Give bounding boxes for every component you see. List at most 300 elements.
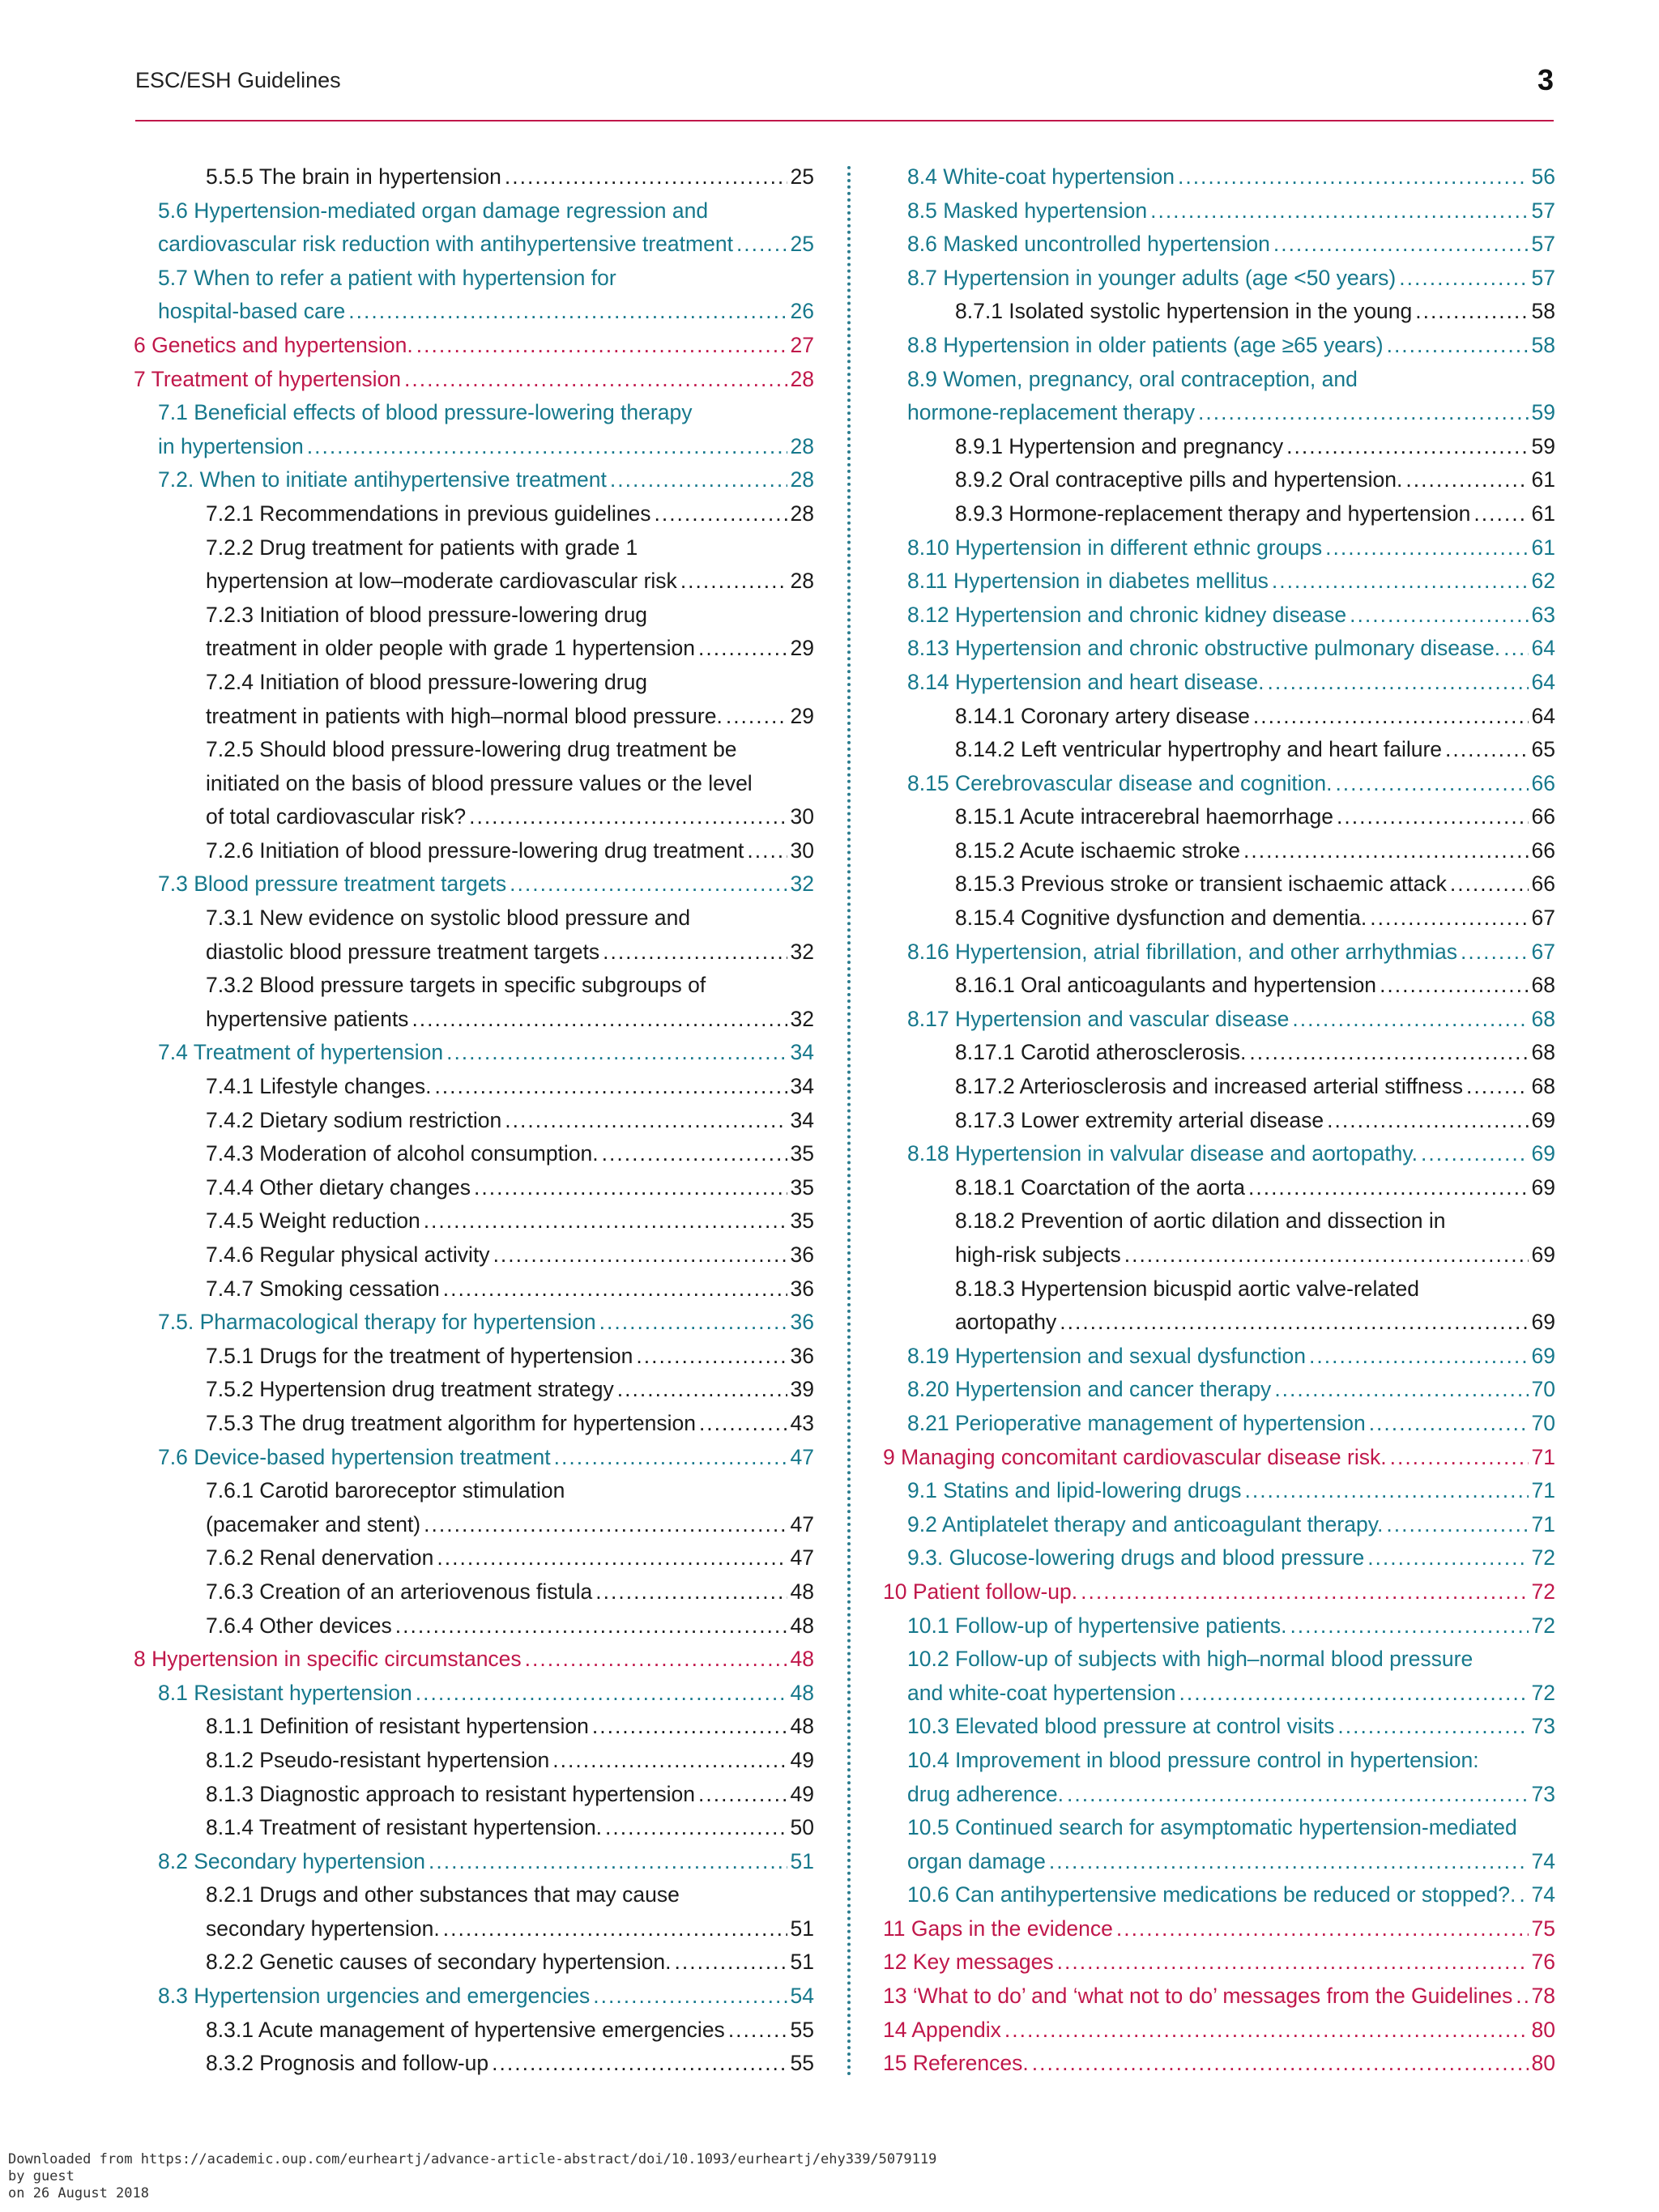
toc-entry-title: 8.16.1 Oral anticoagulants and hypertension	[955, 973, 1377, 998]
toc-entry-title: 8.17.3 Lower extremity arterial disease	[955, 1107, 1324, 1132]
toc-entry	[883, 1070, 1555, 1104]
dot-leader	[492, 2047, 787, 2081]
toc-entry-page: 30	[790, 837, 814, 863]
toc-entry-title: 8.1.3 Diagnostic approach to resistant hypertension	[206, 1781, 695, 1806]
toc-entry	[134, 1104, 814, 1138]
toc-entry-title: 8.9.3 Hormone-replacement therapy and hypertension	[955, 501, 1471, 526]
toc-entry	[883, 1306, 1555, 1340]
toc-entry	[134, 1474, 814, 1508]
dot-leader	[554, 1441, 787, 1475]
toc-entry-page: 27	[790, 332, 814, 357]
toc-entry	[134, 1407, 814, 1441]
toc-entry	[883, 969, 1555, 1003]
toc-entry-title: diastolic blood pressure treatment targets	[206, 939, 600, 964]
toc-entry-page: 35	[790, 1141, 814, 1166]
toc-entry-title: 10.3 Elevated blood pressure at control visits	[907, 1714, 1335, 1739]
toc-entry-title: hormone-replacement therapy	[907, 400, 1195, 425]
toc-entry-page: 47	[790, 1444, 814, 1469]
dot-leader	[610, 463, 787, 497]
toc-entry-title: (pacemaker and stent)	[206, 1511, 421, 1536]
dot-leader	[1004, 2014, 1529, 2048]
toc-entry	[134, 531, 814, 565]
toc-entry-title: 8.9.1 Hypertension and pregnancy	[955, 433, 1284, 458]
toc-entry-page: 70	[1531, 1410, 1555, 1435]
toc-entry[interactable]	[883, 1441, 1555, 1475]
toc-entry[interactable]	[883, 599, 1555, 633]
toc-entry[interactable]	[883, 936, 1555, 970]
toc-entry-title: 7.2.4 Initiation of blood pressure-lowering drug	[206, 669, 648, 694]
toc-entry	[883, 463, 1555, 497]
toc-entry-title: 7.4.1 Lifestyle changes.	[206, 1074, 432, 1099]
column-divider	[847, 166, 851, 2078]
toc-entry-page: 57	[1531, 232, 1555, 257]
dot-leader	[1272, 565, 1529, 599]
toc-entry-title: 7.5.2 Hypertension drug treatment strategy	[206, 1377, 614, 1402]
dot-leader	[1067, 1778, 1529, 1812]
toc-entry-page: 54	[790, 1984, 814, 2009]
toc-entry-title: aortopathy	[955, 1310, 1057, 1335]
toc-entry-title: 7.2. When to initiate antihypertensive treatment	[158, 467, 607, 492]
toc-entry-page: 57	[1531, 265, 1555, 290]
toc-entry[interactable]	[883, 329, 1555, 363]
toc-entry	[134, 1340, 814, 1374]
toc-entry	[134, 1912, 814, 1946]
toc-entry-page: 69	[1531, 1242, 1555, 1267]
toc-entry-title: 13 ‘What to do’ and ‘what not to do’ messages from the Guidelines	[883, 1984, 1513, 2009]
toc-entry-page: 48	[790, 1647, 814, 1672]
toc-entry	[883, 800, 1555, 834]
dot-leader	[395, 1609, 787, 1643]
dot-leader	[443, 1912, 787, 1946]
toc-entry-title: 7.5. Pharmacological therapy for hypertension	[158, 1310, 596, 1335]
toc-entry[interactable]	[883, 1541, 1555, 1575]
toc-entry-page: 51	[790, 1916, 814, 1941]
toc-entry	[883, 733, 1555, 767]
toc-entry[interactable]	[883, 1137, 1555, 1171]
toc-entry	[134, 1744, 814, 1778]
toc-entry-page: 58	[1531, 299, 1555, 324]
dot-leader	[1450, 867, 1529, 901]
toc-entry-title: 8.17.2 Arteriosclerosis and increased arterial stiffness	[955, 1074, 1463, 1099]
toc-entry[interactable]	[883, 160, 1555, 194]
toc-entry-page: 71	[1531, 1444, 1555, 1469]
toc-entry	[134, 800, 814, 834]
toc-entry-page: 69	[1531, 1141, 1555, 1166]
toc-entry	[883, 1272, 1555, 1306]
toc-entry-page: 67	[1531, 906, 1555, 931]
toc-entry	[134, 1137, 814, 1171]
toc-entry-title: 8.1.4 Treatment of resistant hypertension.	[206, 1815, 603, 1840]
toc-entry-title: 8 Hypertension in specific circumstances	[134, 1647, 522, 1672]
toc-entry-title: 7.6.4 Other devices	[206, 1613, 392, 1638]
toc-entry-title: 8.1.1 Definition of resistant hypertension	[206, 1714, 589, 1739]
toc-entry[interactable]	[883, 1912, 1555, 1946]
dot-leader	[416, 1677, 787, 1711]
toc-entry-title: 7.4.4 Other dietary changes	[206, 1174, 471, 1200]
toc-entry-page: 59	[1531, 400, 1555, 425]
toc-entry[interactable]	[134, 1677, 814, 1711]
dot-leader	[599, 1306, 787, 1340]
dot-leader	[1387, 329, 1529, 363]
toc-entry[interactable]	[883, 228, 1555, 262]
toc-entry[interactable]	[883, 2047, 1555, 2081]
dot-leader	[424, 1204, 787, 1238]
page-header	[135, 63, 1554, 104]
dot-leader	[437, 1541, 787, 1575]
toc-entry-page: 68	[1531, 1074, 1555, 1099]
toc-entry-page: 61	[1531, 535, 1555, 560]
dot-leader	[1248, 1171, 1529, 1205]
dot-leader	[1405, 463, 1528, 497]
toc-entry-page: 51	[790, 1848, 814, 1873]
dot-leader	[592, 1710, 787, 1744]
toc-entry[interactable]	[883, 1340, 1555, 1374]
toc-entry	[883, 867, 1555, 901]
toc-entry-title: 7.3.2 Blood pressure targets in specific subgroups of	[206, 973, 706, 998]
toc-entry-page: 68	[1531, 1006, 1555, 1031]
toc-entry-title: 7.1 Beneficial effects of blood pressure-lowering therapy	[158, 400, 693, 425]
toc-entry-title: 10.5 Continued search for asymptomatic hypertension-mediated	[907, 1815, 1517, 1840]
toc-entry	[883, 1171, 1555, 1205]
toc-entry-page: 36	[790, 1242, 814, 1267]
toc-entry-title: and white-coat hypertension	[907, 1680, 1176, 1705]
toc-entry[interactable]	[883, 531, 1555, 565]
toc-entry[interactable]	[134, 463, 814, 497]
toc-entry-page: 64	[1531, 703, 1555, 728]
dot-leader	[1369, 1407, 1529, 1441]
dot-leader	[680, 565, 787, 599]
dot-leader	[728, 2014, 787, 2048]
toc-entry	[134, 1710, 814, 1744]
toc-entry-title: 10.4 Improvement in blood pressure control in hypertension:	[907, 1747, 1479, 1772]
toc-entry-page: 48	[790, 1579, 814, 1604]
toc-entry-title: 8.18 Hypertension in valvular disease and aortopathy.	[907, 1141, 1418, 1166]
toc-entry[interactable]	[134, 329, 814, 363]
dot-leader	[1367, 1541, 1528, 1575]
toc-entry-page: 32	[790, 939, 814, 964]
toc-entry-page: 26	[790, 299, 814, 324]
toc-entry	[134, 1609, 814, 1643]
toc-entry-title: secondary hypertension.	[206, 1916, 440, 1941]
toc-entry-page: 39	[790, 1377, 814, 1402]
toc-entry[interactable]	[134, 1306, 814, 1340]
dot-leader	[1243, 834, 1528, 868]
toc-entry-title: 14 Appendix	[883, 2017, 1001, 2042]
dot-leader	[552, 1744, 787, 1778]
toc-entry-title: 8.2.2 Genetic causes of secondary hypertension.	[206, 1950, 672, 1975]
dot-leader	[1335, 767, 1528, 801]
toc-entry[interactable]	[134, 228, 814, 262]
dot-leader	[698, 1778, 787, 1812]
toc-entry-title: 10.6 Can antihypertensive medications be reduced or stopped?.	[907, 1882, 1516, 1907]
toc-entry[interactable]	[134, 1643, 814, 1677]
dot-leader	[416, 329, 787, 363]
toc-entry-page: 36	[790, 1276, 814, 1301]
toc-entry[interactable]	[883, 1643, 1555, 1677]
dot-leader	[525, 1643, 787, 1677]
toc-column-right	[883, 160, 1555, 2081]
toc-entry	[883, 497, 1555, 531]
toc-entry-title: 8.14.2 Left ventricular hypertrophy and heart failure	[955, 737, 1443, 762]
toc-entry-title: 7.2.5 Should blood pressure-lowering drug treatment be	[206, 737, 737, 762]
toc-entry	[134, 497, 814, 531]
toc-entry-title: 8.3.1 Acute management of hypertensive emergencies	[206, 2017, 725, 2042]
toc-entry-page: 69	[1531, 1343, 1555, 1368]
toc-entry[interactable]	[883, 363, 1555, 397]
toc-entry-page: 72	[1531, 1579, 1555, 1604]
toc-entry	[134, 666, 814, 700]
dot-leader	[1253, 700, 1529, 734]
dot-leader	[726, 700, 787, 734]
toc-entry-title: 8.16 Hypertension, atrial fibrillation, and other arrhythmias	[907, 939, 1458, 964]
toc-entry	[883, 1036, 1555, 1070]
toc-entry	[883, 901, 1555, 936]
dot-leader	[1179, 1677, 1528, 1711]
toc-entry-page: 61	[1531, 467, 1555, 492]
toc-entry-title: 7.6.2 Renal denervation	[206, 1545, 434, 1571]
toc-entry-title: 8.19 Hypertension and sexual dysfunction	[907, 1343, 1307, 1368]
toc-entry	[883, 834, 1555, 868]
toc-entry-page: 71	[1531, 1511, 1555, 1536]
toc-entry	[134, 1946, 814, 1980]
toc-entry-page: 59	[1531, 433, 1555, 458]
dot-leader	[1268, 666, 1529, 700]
toc-entry[interactable]	[883, 1710, 1555, 1744]
toc-entry-title: 8.3 Hypertension urgencies and emergencies	[158, 1984, 591, 2009]
toc-entry-title: drug adherence.	[907, 1781, 1064, 1806]
toc-entry-title: 5.5.5 The brain in hypertension	[206, 164, 501, 189]
dot-leader	[505, 160, 787, 194]
dot-leader	[699, 1407, 787, 1441]
toc-entry[interactable]	[883, 194, 1555, 228]
dot-leader	[747, 834, 787, 868]
toc-entry[interactable]	[883, 1373, 1555, 1407]
dot-leader	[1337, 800, 1529, 834]
toc-entry-title: 7.2.3 Initiation of blood pressure-lowering drug	[206, 602, 648, 627]
page-number: 3	[1537, 63, 1554, 96]
toc-entry[interactable]	[134, 430, 814, 464]
toc-entry-title: 7.4 Treatment of hypertension	[158, 1040, 444, 1065]
toc-entry[interactable]	[883, 1474, 1555, 1508]
dot-leader	[602, 1137, 787, 1171]
toc-entry-page: 80	[1531, 2051, 1555, 2076]
toc-entry-title: 8.5 Masked hypertension	[907, 198, 1148, 223]
toc-entry[interactable]	[883, 396, 1555, 430]
toc-entry[interactable]	[883, 1575, 1555, 1609]
dot-leader	[1386, 1508, 1528, 1542]
dot-leader	[736, 228, 787, 262]
toc-entry-page: 50	[790, 1815, 814, 1840]
dot-leader	[1337, 1710, 1528, 1744]
toc-entry-page: 55	[790, 2017, 814, 2042]
dot-leader	[1516, 1980, 1528, 2014]
toc-entry[interactable]	[134, 867, 814, 901]
toc-entry-page: 28	[790, 366, 814, 391]
toc-entry-title: 6 Genetics and hypertension.	[134, 332, 413, 357]
toc-entry-title: 5.7 When to refer a patient with hypertension for	[158, 265, 616, 290]
header-rule	[135, 120, 1554, 121]
toc-entry-page: 58	[1531, 332, 1555, 357]
dot-leader	[1081, 1575, 1528, 1609]
dot-leader	[1060, 1306, 1528, 1340]
toc-entry[interactable]	[134, 1980, 814, 2014]
toc-entry-title: 11 Gaps in the evidence	[883, 1916, 1113, 1941]
toc-entry[interactable]	[883, 1811, 1555, 1845]
toc-entry-page: 78	[1531, 1984, 1555, 2009]
toc-entry[interactable]	[883, 1946, 1555, 1980]
toc-entry-page: 74	[1531, 1848, 1555, 1873]
toc-entry[interactable]	[883, 565, 1555, 599]
toc-entry	[134, 1171, 814, 1205]
dot-leader	[1370, 901, 1528, 936]
toc-entry-title: 7.4.5 Weight reduction	[206, 1208, 420, 1234]
toc-entry	[134, 1778, 814, 1812]
toc-entry-title: 8.14 Hypertension and heart disease.	[907, 669, 1265, 694]
toc-entry	[134, 1878, 814, 1912]
dot-leader	[1415, 295, 1528, 329]
toc-entry-page: 34	[790, 1107, 814, 1132]
toc-entry-page: 75	[1531, 1916, 1555, 1941]
toc-entry[interactable]	[883, 666, 1555, 700]
toc-entry-page: 65	[1531, 737, 1555, 762]
dot-leader	[434, 1070, 787, 1104]
toc-entry[interactable]	[883, 1407, 1555, 1441]
dot-leader	[1350, 599, 1528, 633]
toc-entry-page: 35	[790, 1174, 814, 1200]
dot-leader	[505, 1104, 787, 1138]
toc-entry[interactable]	[134, 363, 814, 397]
toc-entry-page: 25	[790, 164, 814, 189]
toc-entry[interactable]	[883, 1778, 1555, 1812]
toc-entry[interactable]	[883, 632, 1555, 666]
toc-entry-title: 8.15.4 Cognitive dysfunction and dementia.	[955, 906, 1367, 931]
dot-leader	[1325, 531, 1528, 565]
toc-entry-title: 7.4.6 Regular physical activity	[206, 1242, 490, 1267]
toc-entry-page: 51	[790, 1950, 814, 1975]
toc-entry-page: 76	[1531, 1950, 1555, 1975]
toc-entry	[134, 1272, 814, 1306]
toc-entry-page: 73	[1531, 1714, 1555, 1739]
toc-entry-title: 7.6 Device-based hypertension treatment	[158, 1444, 551, 1469]
toc-entry-title: 7.4.3 Moderation of alcohol consumption.	[206, 1141, 599, 1166]
toc-entry[interactable]	[883, 1980, 1555, 2014]
toc-entry[interactable]	[134, 396, 814, 430]
toc-entry-title: 8.9.2 Oral contraceptive pills and hypertension.	[955, 467, 1403, 492]
toc-entry	[883, 1104, 1555, 1138]
toc-entry-title: 9 Managing concomitant cardiovascular disease risk.	[883, 1444, 1387, 1469]
toc-entry-title: 8.7.1 Isolated systolic hypertension in the young	[955, 299, 1413, 324]
toc-entry-page: 68	[1531, 973, 1555, 998]
toc-entry-title: 8.7 Hypertension in younger adults (age <50 years)	[907, 265, 1397, 290]
toc-entry[interactable]	[883, 1609, 1555, 1643]
dot-leader	[1273, 228, 1529, 262]
toc-entry-title: 7.6.1 Carotid baroreceptor stimulation	[206, 1478, 565, 1503]
toc-entry[interactable]	[883, 1878, 1555, 1912]
toc-entry-page: 30	[790, 804, 814, 829]
toc-entry-page: 69	[1531, 1310, 1555, 1335]
toc-entry-page: 36	[790, 1310, 814, 1335]
toc-entry-title: treatment in older people with grade 1 hypertension	[206, 636, 695, 661]
dot-leader	[1473, 497, 1528, 531]
toc-entry-page: 72	[1531, 1545, 1555, 1571]
toc-entry[interactable]	[883, 1845, 1555, 1879]
dot-leader	[1390, 1441, 1529, 1475]
toc-entry-title: hypertension at low–moderate cardiovascular risk	[206, 569, 677, 594]
dot-leader	[493, 1238, 787, 1272]
dot-leader	[698, 632, 787, 666]
toc-entry[interactable]	[134, 295, 814, 329]
dot-leader	[1049, 1845, 1529, 1879]
toc-entry	[134, 901, 814, 936]
toc-entry-page: 69	[1531, 1107, 1555, 1132]
toc-entry-page: 62	[1531, 569, 1555, 594]
toc-entry[interactable]	[883, 1003, 1555, 1037]
toc-entry-page: 43	[790, 1410, 814, 1435]
toc-entry-page: 64	[1531, 636, 1555, 661]
toc-entry-title: cardiovascular risk reduction with antihypertensive treatment	[158, 232, 733, 257]
toc-entry[interactable]	[883, 2014, 1555, 2048]
toc-entry-page: 32	[790, 1006, 814, 1031]
dot-leader	[1380, 969, 1528, 1003]
dot-leader	[412, 1003, 787, 1037]
toc-entry-title: 7.3 Blood pressure treatment targets	[158, 872, 507, 897]
toc-entry-title: 8.8 Hypertension in older patients (age ≥65 years)	[907, 332, 1384, 357]
toc-entry	[134, 2047, 814, 2081]
toc-entry	[883, 295, 1555, 329]
toc-entry-title: 8.15.1 Acute intracerebral haemorrhage	[955, 804, 1333, 829]
toc-entry-title: 7.6.3 Creation of an arteriovenous fistula	[206, 1579, 593, 1604]
toc-entry	[134, 733, 814, 767]
toc-entry[interactable]	[134, 1036, 814, 1070]
toc-entry-title: 8.18.3 Hypertension bicuspid aortic valve-related	[955, 1276, 1420, 1301]
toc-entry-page: 66	[1531, 770, 1555, 795]
toc-entry[interactable]	[134, 1845, 814, 1879]
toc-entry-page: 61	[1531, 501, 1555, 526]
toc-entry[interactable]	[883, 767, 1555, 801]
dot-leader	[1461, 936, 1528, 970]
toc-entry[interactable]	[883, 1677, 1555, 1711]
toc-entry[interactable]	[883, 1508, 1555, 1542]
toc-entry	[134, 1204, 814, 1238]
toc-entry[interactable]	[134, 262, 814, 296]
toc-entry-title: 10.1 Follow-up of hypertensive patients.	[907, 1613, 1287, 1638]
toc-entry-page: 48	[790, 1613, 814, 1638]
toc-entry-title: 8.15.3 Previous stroke or transient ischaemic attack	[955, 872, 1447, 897]
toc-entry[interactable]	[134, 194, 814, 228]
toc-entry-page: 57	[1531, 198, 1555, 223]
toc-entry-title: 9.3. Glucose-lowering drugs and blood pressure	[907, 1545, 1365, 1571]
dot-leader	[1178, 160, 1529, 194]
toc-entry-title: high-risk subjects	[955, 1242, 1121, 1267]
toc-entry-page: 72	[1531, 1680, 1555, 1705]
toc-entry	[134, 599, 814, 633]
toc-entry	[134, 1070, 814, 1104]
dot-leader	[617, 1373, 787, 1407]
dot-leader	[675, 1946, 787, 1980]
toc-entry-title: 8.6 Masked uncontrolled hypertension	[907, 232, 1270, 257]
toc-entry	[134, 565, 814, 599]
toc-entry	[883, 430, 1555, 464]
dot-leader	[446, 1036, 787, 1070]
toc-entry-page: 34	[790, 1040, 814, 1065]
toc-entry-page: 28	[790, 569, 814, 594]
toc-entry-title: 10.2 Follow-up of subjects with high–normal blood pressure	[907, 1647, 1473, 1672]
toc-entry-title: 8.14.1 Coronary artery disease	[955, 703, 1250, 728]
toc-entry[interactable]	[883, 262, 1555, 296]
dot-leader	[1274, 1373, 1528, 1407]
toc-entry[interactable]	[134, 1441, 814, 1475]
toc-entry[interactable]	[883, 1744, 1555, 1778]
